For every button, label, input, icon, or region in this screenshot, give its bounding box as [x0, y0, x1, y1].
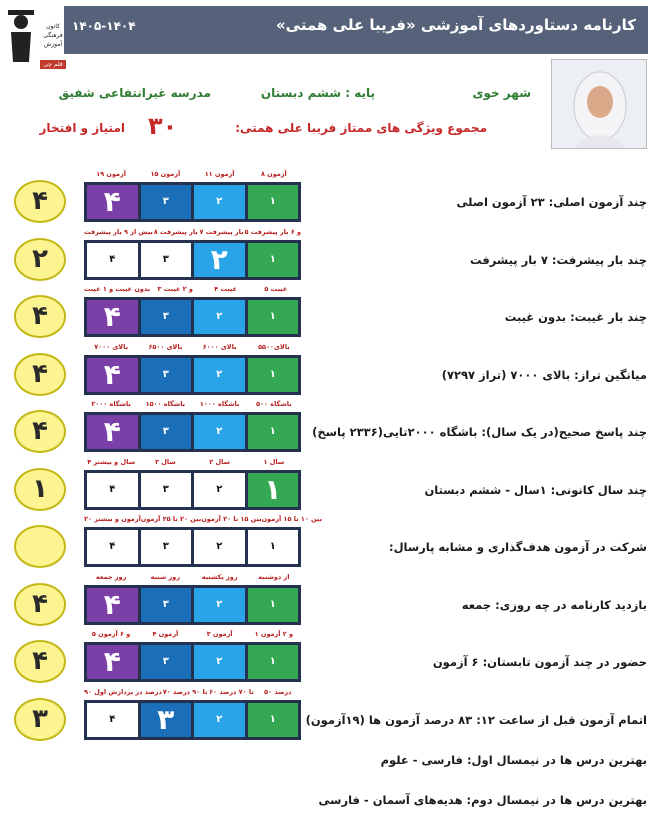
criteria-label: روز یکشنبه — [201, 572, 238, 581]
criteria-label: ۵ غیبت — [264, 285, 288, 293]
level-grid — [84, 182, 301, 222]
criteria-labels — [84, 343, 301, 351]
level-cell: ۳ — [141, 415, 192, 449]
level-cell: ۴ — [87, 588, 138, 622]
city: شهر خوی — [472, 86, 531, 100]
criteria-label: ۱۹ آزمون — [96, 170, 127, 178]
best-subjects-1: بهترین درس ها در نیمسال اول: فارسی - علوم — [380, 753, 647, 767]
level-cell: ۲ — [194, 243, 245, 277]
criteria-label: ۱ سال — [263, 457, 285, 466]
question-text: بازدید کارنامه در چه روزی: جمعه — [461, 597, 647, 612]
header-bar — [64, 6, 648, 54]
criteria-label: ۹۰ درصد در پردازش اول — [84, 687, 162, 696]
summary-label: مجموع ویژگی های ممتاز فریبا علی همتی: — [235, 121, 487, 135]
year-range: ۱۴۰۵-۱۴۰۴ — [72, 19, 136, 33]
level-cell: ۲ — [194, 588, 245, 622]
logo-text: کانون فرهنگی آموزش — [43, 23, 63, 48]
level-cell: ۳ — [141, 185, 192, 219]
criteria-label: ۳ و ۲ غیبت — [157, 285, 193, 293]
question-text: چند پاسخ صحیح(در یک سال): باشگاه ۲۰۰۰تایی(۲۳۳۶ پاسخ) — [312, 425, 647, 439]
level-cell: ۲ — [194, 530, 245, 564]
criteria-label: روز شنبه — [150, 572, 181, 581]
score-circle: ۱ — [14, 468, 66, 511]
score-circle: ۴ — [14, 640, 66, 683]
criteria-label: روز جمعه — [95, 572, 127, 581]
score-circle: ۴ — [14, 295, 66, 338]
criteria-labels — [84, 688, 301, 696]
criteria-labels — [84, 573, 301, 581]
logo-badge: قلم چی — [40, 60, 66, 69]
total-score: ۳۰ — [148, 112, 178, 140]
criteria-label: ۱۵ آزمون — [150, 170, 181, 178]
level-cell: ۳ — [141, 645, 192, 679]
score-circle: ۲ — [14, 238, 66, 281]
criteria-label: ۵۰ درصد — [264, 687, 292, 696]
level-grid — [84, 527, 301, 567]
level-cell: ۲ — [194, 645, 245, 679]
level-cell: ۱ — [248, 645, 299, 679]
level-cell: ۳ — [141, 703, 192, 737]
criteria-labels — [84, 228, 301, 236]
level-grid — [84, 412, 301, 452]
school: مدرسه غیرانتفاعی شفیق — [58, 86, 211, 100]
criteria-label: بیش از ۹ بار پیشرفت — [84, 227, 153, 236]
level-cell: ۴ — [87, 645, 138, 679]
level-cell: ۴ — [87, 300, 138, 334]
best-subjects-2: بهترین درس ها در نیمسال دوم: هدیه‌های آسمان - فارسی — [318, 793, 647, 807]
level-grid — [84, 355, 301, 395]
question-text: چند آزمون اصلی: ۲۳ آزمون اصلی — [456, 195, 647, 209]
criteria-labels — [84, 630, 301, 638]
level-cell: ۴ — [87, 703, 138, 737]
criteria-label: ۷۰ تا ۹۰ درصد — [162, 687, 208, 696]
level-cell: ۴ — [87, 243, 138, 277]
question-text: چند سال کانونی: ۱سال - ششم دبستان — [424, 482, 647, 497]
level-cell: ۱ — [248, 415, 299, 449]
level-cell: ۴ — [87, 185, 138, 219]
score-circle: ۴ — [14, 180, 66, 223]
score-label: امتیاز و افتخار — [39, 121, 125, 135]
criteria-labels — [84, 400, 301, 408]
level-cell: ۱ — [248, 473, 299, 507]
student-photo — [551, 59, 647, 149]
level-grid — [84, 297, 301, 337]
criteria-label: ۴ غیبت — [214, 285, 237, 293]
grade: پایه : ششم دبستان — [260, 86, 375, 100]
criteria-label: بین ۱۵ تا ۲۰ آزمون — [201, 515, 262, 523]
logo — [6, 4, 66, 70]
criteria-label: باشگاه ۵۰۰ — [256, 400, 292, 408]
level-cell: ۴ — [87, 530, 138, 564]
level-grid — [84, 700, 301, 740]
level-cell: ۲ — [194, 300, 245, 334]
level-cell: ۳ — [141, 243, 192, 277]
criteria-labels — [84, 285, 301, 293]
criteria-label: ۳ سال — [155, 457, 176, 466]
criteria-label: بین ۱۰ تا ۱۵ آزمون — [261, 515, 323, 523]
question-text: شرکت در آزمون هدف‌گذاری و مشابه پارسال: — [388, 540, 647, 554]
criteria-label: بدون غیبت و ۱ غیبت — [84, 285, 151, 293]
criteria-label: ۶۰ تا ۷۰ درصد — [209, 687, 254, 696]
criteria-label: باشگاه ۱۵۰۰ — [145, 400, 186, 408]
criteria-label: ۴ آزمون — [152, 630, 179, 638]
level-cell: ۱ — [248, 703, 299, 737]
level-cell: ۱ — [248, 300, 299, 334]
criteria-label: بین ۲۰ تا ۲۵ آزمون — [140, 515, 202, 523]
score-circle: ۳ — [14, 698, 66, 741]
level-cell: ۴ — [87, 473, 138, 507]
criteria-label: ۲ سال — [209, 457, 230, 466]
criteria-label: ۴ سال و بیشتر — [87, 457, 135, 466]
level-cell: ۱ — [248, 530, 299, 564]
level-cell: ۲ — [194, 415, 245, 449]
level-cell: ۳ — [141, 530, 192, 564]
criteria-labels — [84, 458, 301, 466]
criteria-label: ۵ و ۶ بار پیشرفت — [244, 227, 302, 236]
graduate-icon — [6, 4, 36, 64]
criteria-label: ۱۱ آزمون — [204, 170, 235, 178]
level-cell: ۴ — [87, 415, 138, 449]
level-cell: ۲ — [194, 185, 245, 219]
level-grid — [84, 240, 301, 280]
criteria-label: ۵ و ۶ آزمون — [91, 630, 131, 638]
question-text: چند بار پیشرفت: ۷ بار پیشرفت — [470, 252, 647, 267]
criteria-labels — [84, 170, 301, 178]
criteria-label: ۸ بار پیشرفت — [153, 227, 198, 236]
question-text: حضور در چند آزمون تابستان: ۶ آزمون — [432, 655, 647, 669]
criteria-label: ۷ بار پیشرفت — [199, 227, 244, 236]
student-photo-icon — [552, 60, 648, 150]
score-circle: ۴ — [14, 410, 66, 453]
level-cell: ۱ — [248, 243, 299, 277]
question-text: چند بار غیبت: بدون غیبت — [504, 310, 647, 324]
question-text: اتمام آزمون قبل از ساعت ۱۲: ۸۳ درصد آزمون ها (۱۹آزمون) — [305, 712, 647, 727]
score-circle — [14, 525, 66, 568]
score-circle: ۴ — [14, 353, 66, 396]
level-cell: ۱ — [248, 358, 299, 392]
criteria-label: بالای ۶۰۰۰ — [202, 342, 237, 351]
level-cell: ۱ — [248, 185, 299, 219]
level-grid — [84, 642, 301, 682]
criteria-label: ۱ و ۲ آزمون — [254, 630, 294, 638]
criteria-label: از دوشنبه — [258, 572, 290, 581]
criteria-label: بالای۵۵۰۰ — [258, 342, 290, 351]
level-cell: ۴ — [87, 358, 138, 392]
level-cell: ۲ — [194, 473, 245, 507]
criteria-label: بالای ۶۵۰۰ — [148, 342, 183, 351]
criteria-label: ۸ آزمون — [260, 170, 287, 178]
page-title: کارنامه دستاوردهای آموزشی «فریبا علی همتی» — [275, 16, 636, 34]
level-cell: ۲ — [194, 358, 245, 392]
level-cell: ۱ — [248, 588, 299, 622]
criteria-label: ۲۰ آزمون و بیشتر — [84, 515, 141, 523]
criteria-label: باشگاه ۱۰۰۰ — [199, 400, 240, 408]
level-grid — [84, 470, 301, 510]
criteria-label: ۳ آزمون — [206, 630, 233, 638]
question-text: میانگین تراز: بالای ۷۰۰۰ (تراز ۷۲۹۷) — [441, 367, 647, 382]
level-cell: ۲ — [194, 703, 245, 737]
score-circle: ۴ — [14, 583, 66, 626]
level-cell: ۳ — [141, 473, 192, 507]
criteria-label: بالای ۷۰۰۰ — [94, 342, 129, 351]
level-cell: ۳ — [141, 300, 192, 334]
level-cell: ۳ — [141, 358, 192, 392]
criteria-labels — [84, 515, 323, 523]
level-cell: ۳ — [141, 588, 192, 622]
criteria-label: باشگاه ۲۰۰۰ — [91, 400, 131, 408]
level-grid — [84, 585, 301, 625]
